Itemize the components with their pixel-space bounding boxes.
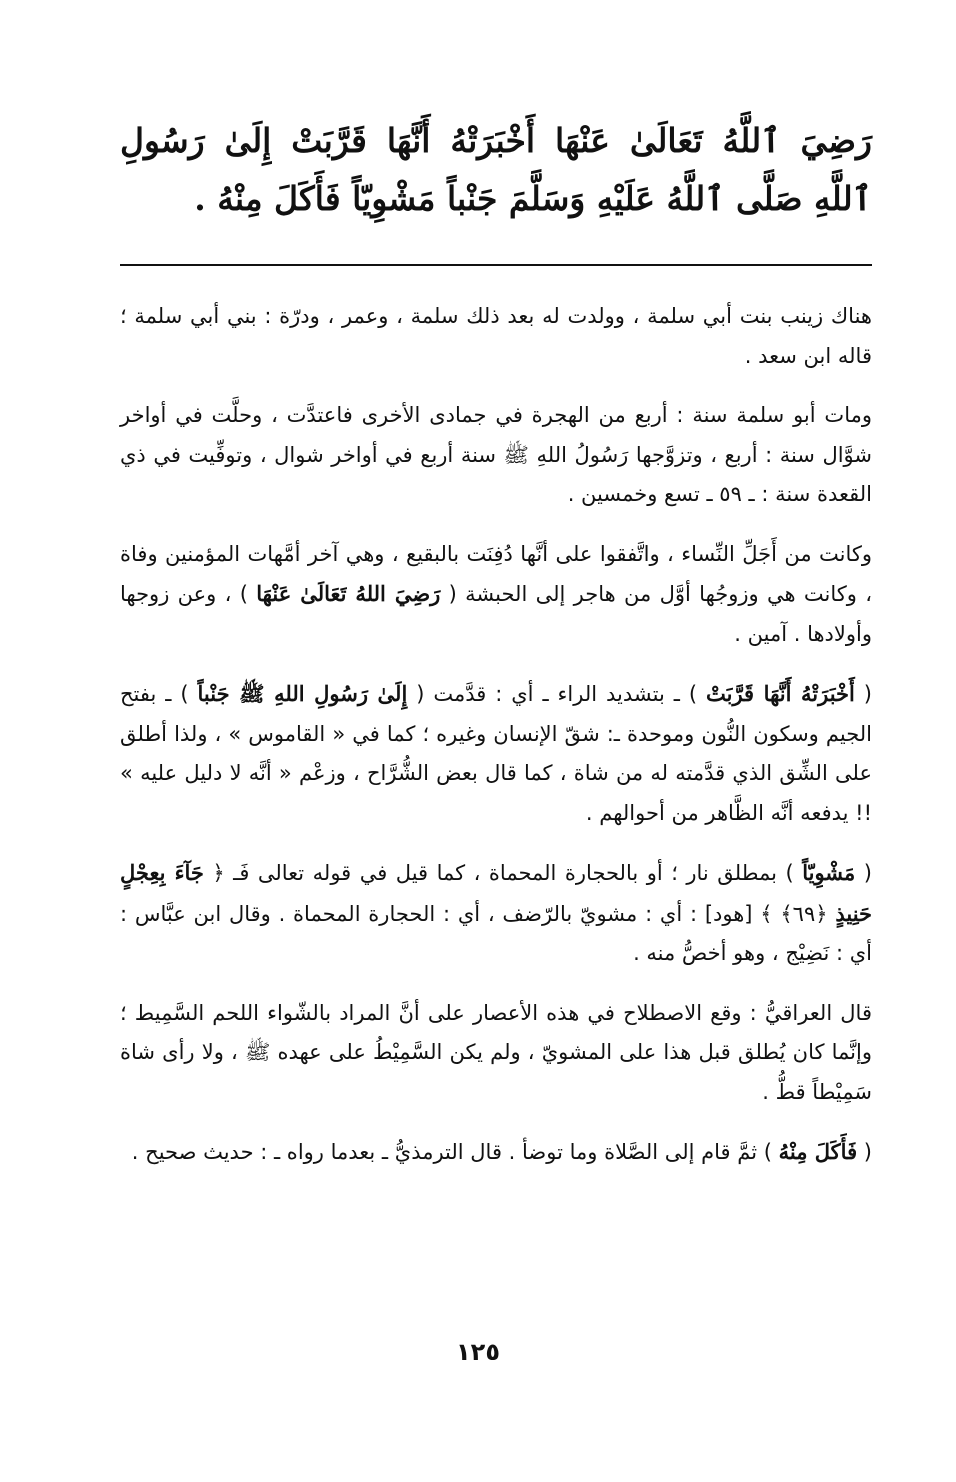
commentary-text: ) ـ بفتح الجيم وسكون النُّون وموحدة ـ: شقّ الإنسان وغيره ؛ كما في « القاموس » ، ولذا أطلق على الشِّق الذي قدَّمته له من شاة ، كما قال بعض الشُّرَّاح ، وزعْم « أنَّه لا دليل عليه » !! يدفعه أنَّه الظَّاهر من أحوالهم . — [120, 682, 872, 825]
quoted-hadith-phrase: مَشْوِيّاً — [802, 860, 856, 885]
commentary-text: ( — [855, 861, 872, 885]
commentary-text: ومات أبو سلمة سنة : أربع من الهجرة في جمادى الأخرى فاعتدَّت ، وحلَّت في أواخر شوَّال سنة : أربع ، وتزوَّجها رَسُولُ اللهِ ﷺ سنة أربع في أواخر شوال ، وتوفِّيت في ذي القعدة سنة : ـ ٥٩ ـ تسع وخمسين . — [120, 403, 872, 506]
footnote-divider — [120, 264, 872, 266]
page-number: ١٢٥ — [456, 1338, 500, 1366]
commentary-text: ) ثمَّ قام إلى الصَّلاة وما توضأ . قال الترمذيُّ ـ بعدما رواه ـ : حديث صحيح . — [131, 1140, 779, 1164]
commentary-text: ﴿٦٩﴾ ﴾ [هود] : أي : مشويّ بالرّضف ، أي : الحجارة المحماة . وقال ابن عبَّاس : أي : نَضِيْج ، وهو أخصُّ منه . — [120, 901, 872, 965]
commentary-text: ( — [857, 1140, 872, 1164]
commentary-text: ) بمطلق نار ؛ أو بالحجارة المحماة ، كما قيل في قوله تعالى فَـ ﴿ — [203, 861, 803, 885]
commentary-paragraph — [120, 297, 872, 376]
hadith-main-text: رَضِيَ ٱللَّهُ تَعَالَىٰ عَنْهَا أَخْبَرَتْهُ أَنَّهَا قَرَّبَتْ إِلَىٰ رَسُولِ ٱللَّهِ صَلَّى ٱللَّهُ عَلَيْهِ وَسَلَّمَ جَنْباً مَشْوِيّاً فَأَكَلَ مِنْهُ . — [120, 121, 872, 218]
commentary-text: قال العراقيُّ : وقع الاصطلاح في هذه الأعصار على أنَّ المراد بالشّواء اللحم السَّمِيط ؛ وإنَّما كان يُطلق قبل هذا على المشويّ ، ولم يكن السَّمِيْطُ على عهده ﷺ ، ولا رأى شاة سَمِيْطاً قطُّ . — [120, 1000, 872, 1104]
commentary-text: وكانت من أَجَلِّ النِّساء ، واتَّفقوا على أنَّها دُفِنَت بالبقيع ، وهي آخر أمَّهات المؤمنين وفاة ، وكانت هي وزوجُها أوَّل من هاجر إلى الحبشة ( — [120, 541, 873, 606]
commentary-paragraph — [120, 535, 872, 655]
commentary-paragraph — [120, 396, 872, 515]
quoted-hadith-phrase: جَآءَ بِعِجْلٍ حَنِيذٍ — [120, 860, 873, 926]
commentary-text: هناك زينب بنت أبي سلمة ، وولدت له بعد ذلك سلمة ، وعمر ، ودرّة : بني أبي سلمة ؛ قاله ابن سعد . — [120, 304, 872, 368]
commentary-block — [120, 297, 872, 1193]
quoted-hadith-phrase: رَضِيَ اللهُ تَعَالَىٰ عَنْهَا — [256, 581, 441, 606]
quoted-hadith-phrase: إِلَىٰ رَسُولِ اللهِ ﷺ جَنْباً — [197, 681, 408, 706]
commentary-paragraph — [120, 1132, 872, 1173]
commentary-text: ) ، وعن زوجها وأولادها . آمين . — [120, 582, 872, 646]
quoted-hadith-phrase: فَأَكَلَ مِنْهُ — [778, 1139, 858, 1164]
commentary-text: ) ـ بتشديد الراء ـ أي : قدَّمت ( — [407, 682, 706, 706]
quoted-hadith-phrase: أَخْبَرَتْهُ أَنَّهَا قَرَّبَتْ — [706, 681, 855, 706]
commentary-text: ( — [854, 682, 872, 706]
commentary-paragraph — [120, 994, 872, 1113]
commentary-paragraph — [120, 674, 872, 833]
commentary-paragraph — [120, 853, 872, 974]
